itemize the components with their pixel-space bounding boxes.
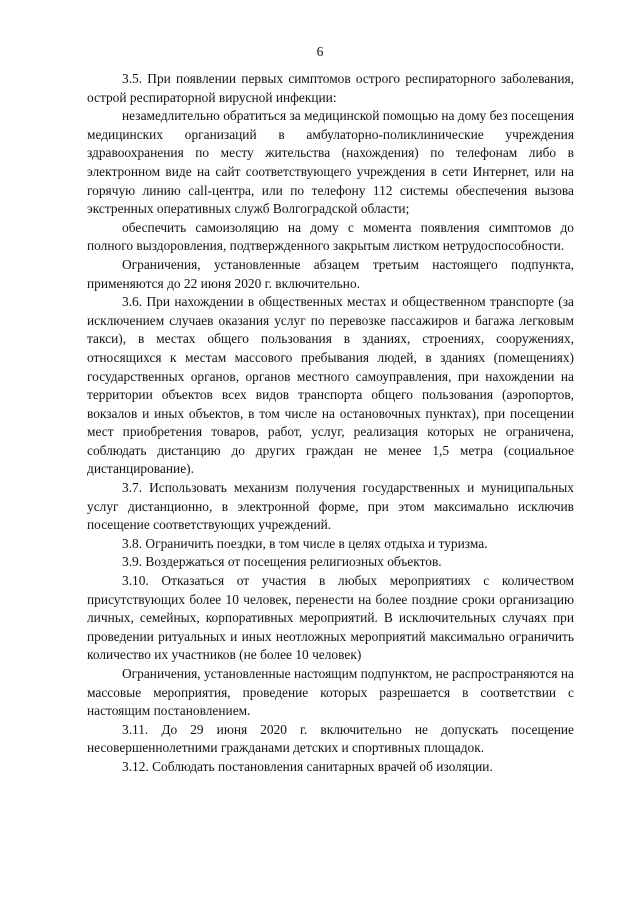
paragraph-3-12: 3.12. Соблюдать постановления санитарных врачей об изоляции. <box>122 758 493 774</box>
paragraph-3-6: 3.6. При нахождении в общественных местах и общественном транспорте (за исключением случаев оказания услуг по перевозке пассажиров и багажа легковым такси), в местах общего пользования в зданиях, строениях, сооружениях, относящихся к местам массового пребывания людей, в зданиях (помещениях) государственных органов, органов местного самоуправления, при нахождении на территории объектов всех видов транспорта общего пользования (аэропортов, вокзалов и иных объектов, в том числе на остановочных пунктах), при посещении мест приобретения товаров, работ, услуг, реализация которых не ограничена, соблюдать дистанцию до других граждан не менее 1,5 метра (социальное дистанцирование). <box>87 294 574 477</box>
paragraph-3-5: 3.5. При появлении первых симптомов острого респираторного заболевания, острой респираторной вирусной инфекции: <box>87 71 574 105</box>
paragraph-3-5-self-isolation: обеспечить самоизоляцию на дому с момента появления симптомов до полного выздоровления, подтвержденного закрытым листком нетрудоспособности. <box>87 219 574 254</box>
document-body <box>87 70 574 777</box>
paragraph-3-10: 3.10. Отказаться от участия в любых мероприятиях с количеством присутствующих более 10 человек, перенести на более поздние сроки организацию личных, семейных, корпоративных мероприятий. В исключительных случаях при проведении ритуальных и иных неотложных мероприятий максимально ограничить количество их участников (не более 10 человек) <box>87 573 574 663</box>
paragraph-3-7: 3.7. Использовать механизм получения государственных и муниципальных услуг дистанционно, в электронной форме, при этом максимально исключив посещение соответствующих учреждений. <box>87 480 574 533</box>
paragraph-3-8: 3.8. Ограничить поездки, в том числе в целях отдыха и туризма. <box>122 535 488 551</box>
paragraph-3-5-restrictions: Ограничения, установленные абзацем третьим настоящего подпункта, применяются до 22 июня 2020 г. включительно. <box>87 256 574 291</box>
paragraph-3-10-restrictions: Ограничения, установленные настоящим подпунктом, не распространяются на массовые мероприятия, проведение которых разрешается в соответствии с настоящим постановлением. <box>87 666 574 719</box>
page-number: 6 <box>316 44 324 59</box>
paragraph-3-9: 3.9. Воздержаться от посещения религиозных объектов. <box>122 554 442 570</box>
paragraph-3-11: 3.11. До 29 июня 2020 г. включительно не допускать посещение несовершеннолетними гражданами детских и спортивных площадок. <box>87 721 574 756</box>
paragraph-3-5-medical-help: незамедлительно обратиться за медицинской помощью на дому без посещения медицинских организаций в амбулаторно-поликлинические учреждения здравоохранения по месту жительства (нахождения) по телефонам либо в электронном виде на сайт соответствующего учреждения в сети Интернет, или на горячую линию call-центра, или по телефону 112 системы обеспечения вызова экстренных оперативных служб Волгоградской области; <box>87 108 574 217</box>
